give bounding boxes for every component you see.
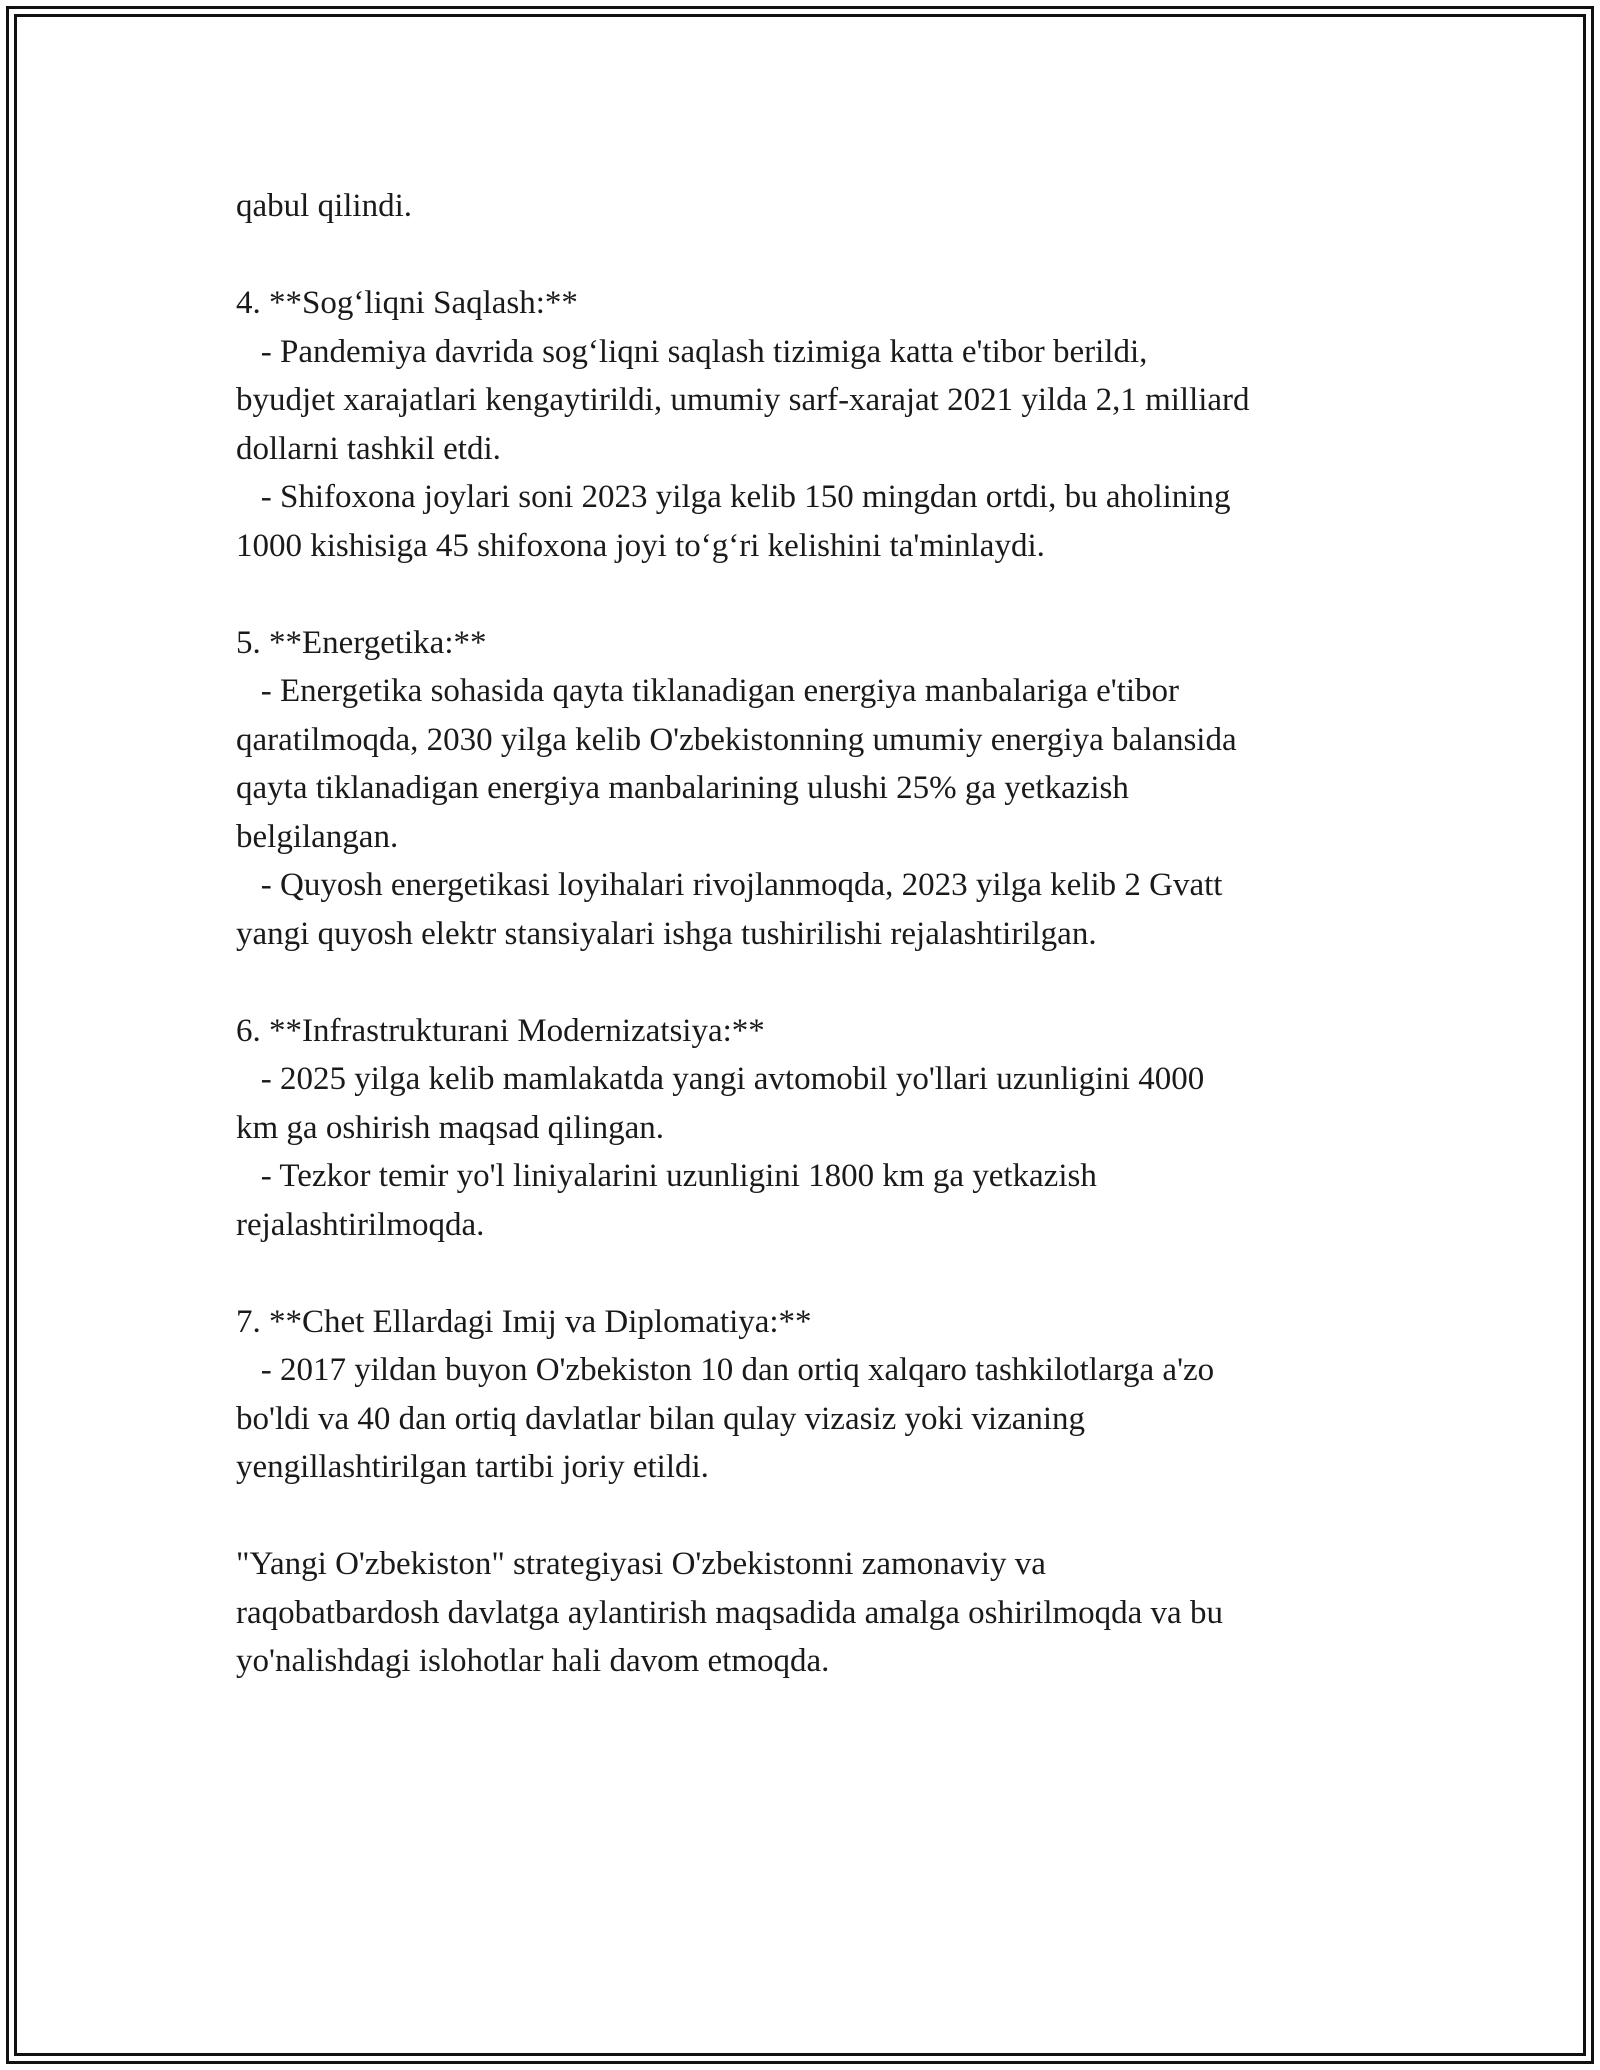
- text-line: "Yangi O'zbekiston" strategiyasi O'zbekistonni zamonaviy va: [236, 1546, 1046, 1582]
- text-line: - 2017 yildan buyon O'zbekiston 10 dan ortiq xalqaro tashkilotlarga a'zo: [236, 1352, 1215, 1388]
- text-line: raqobatbardosh davlatga aylantirish maqsadida amalga oshirilmoqda va bu: [236, 1594, 1223, 1631]
- section-heading: 5. **Energetika:**: [236, 624, 487, 661]
- text-line: belgilangan.: [236, 818, 399, 855]
- section-energy: [236, 619, 1396, 959]
- paragraph-gap: [236, 231, 1396, 280]
- text-line: 1000 kishisiga 45 shifoxona joyi to‘g‘ri kelishini ta'minlaydi.: [236, 527, 1045, 564]
- document-body: [236, 182, 1396, 1686]
- text-line: qabul qilindi.: [236, 188, 412, 224]
- section-infrastructure: [236, 1007, 1396, 1250]
- text-line: - Quyosh energetikasi loyihalari rivojlanmoqda, 2023 yilga kelib 2 Gvatt: [236, 867, 1223, 903]
- text-line: - Shifoxona joylari soni 2023 yilga kelib 150 mingdan ortdi, bu aholining: [236, 479, 1231, 515]
- paragraph-gap: [236, 1492, 1396, 1541]
- text-line: - Tezkor temir yo'l liniyalarini uzunligini 1800 km ga yetkazish: [236, 1158, 1097, 1194]
- paragraph-gap: [236, 958, 1396, 1007]
- text-line: yengillashtirilgan tartibi joriy etildi.: [236, 1449, 709, 1485]
- text-line: qayta tiklanadigan energiya manbalarining ulushi 25% ga yetkazish: [236, 770, 1129, 806]
- paragraph-gap: [236, 570, 1396, 619]
- text-line: km ga oshirish maqsad qilingan.: [236, 1109, 665, 1146]
- text-line: byudjet xarajatlari kengaytirildi, umumiy sarf-xarajat 2021 yilda 2,1 milliard: [236, 382, 1250, 418]
- text-line: - 2025 yilga kelib mamlakatda yangi avtomobil yo'llari uzunligini 4000: [236, 1061, 1205, 1097]
- text-line: rejalashtirilmoqda.: [236, 1206, 485, 1243]
- text-line: yangi quyosh elektr stansiyalari ishga tushirilishi rejalashtirilgan.: [236, 915, 1097, 952]
- section-heading: 6. **Infrastrukturani Modernizatsiya:**: [236, 1012, 765, 1049]
- text-line: dollarni tashkil etdi.: [236, 430, 501, 467]
- text-line: yo'nalishdagi islohotlar hali davom etmoqda.: [236, 1643, 830, 1679]
- text-line: - Pandemiya davrida sog‘liqni saqlash tizimiga katta e'tibor berildi,: [236, 333, 1148, 370]
- section-healthcare: [236, 279, 1396, 570]
- text-line: qaratilmoqda, 2030 yilga kelib O'zbekistonning umumiy energiya balansida: [236, 721, 1237, 758]
- section-heading: 7. **Chet Ellardagi Imij va Diplomatiya:**: [236, 1303, 812, 1340]
- section-heading: 4. **Sog‘liqni Saqlash:**: [236, 285, 578, 321]
- closing-paragraph: [236, 1540, 1396, 1686]
- text-line: bo'ldi va 40 dan ortiq davlatlar bilan qulay vizasiz yoki vizaning: [236, 1400, 1086, 1437]
- section-diplomacy: [236, 1298, 1396, 1492]
- text-line: - Energetika sohasida qayta tiklanadigan energiya manbalariga e'tibor: [236, 673, 1180, 709]
- paragraph-gap: [236, 1249, 1396, 1298]
